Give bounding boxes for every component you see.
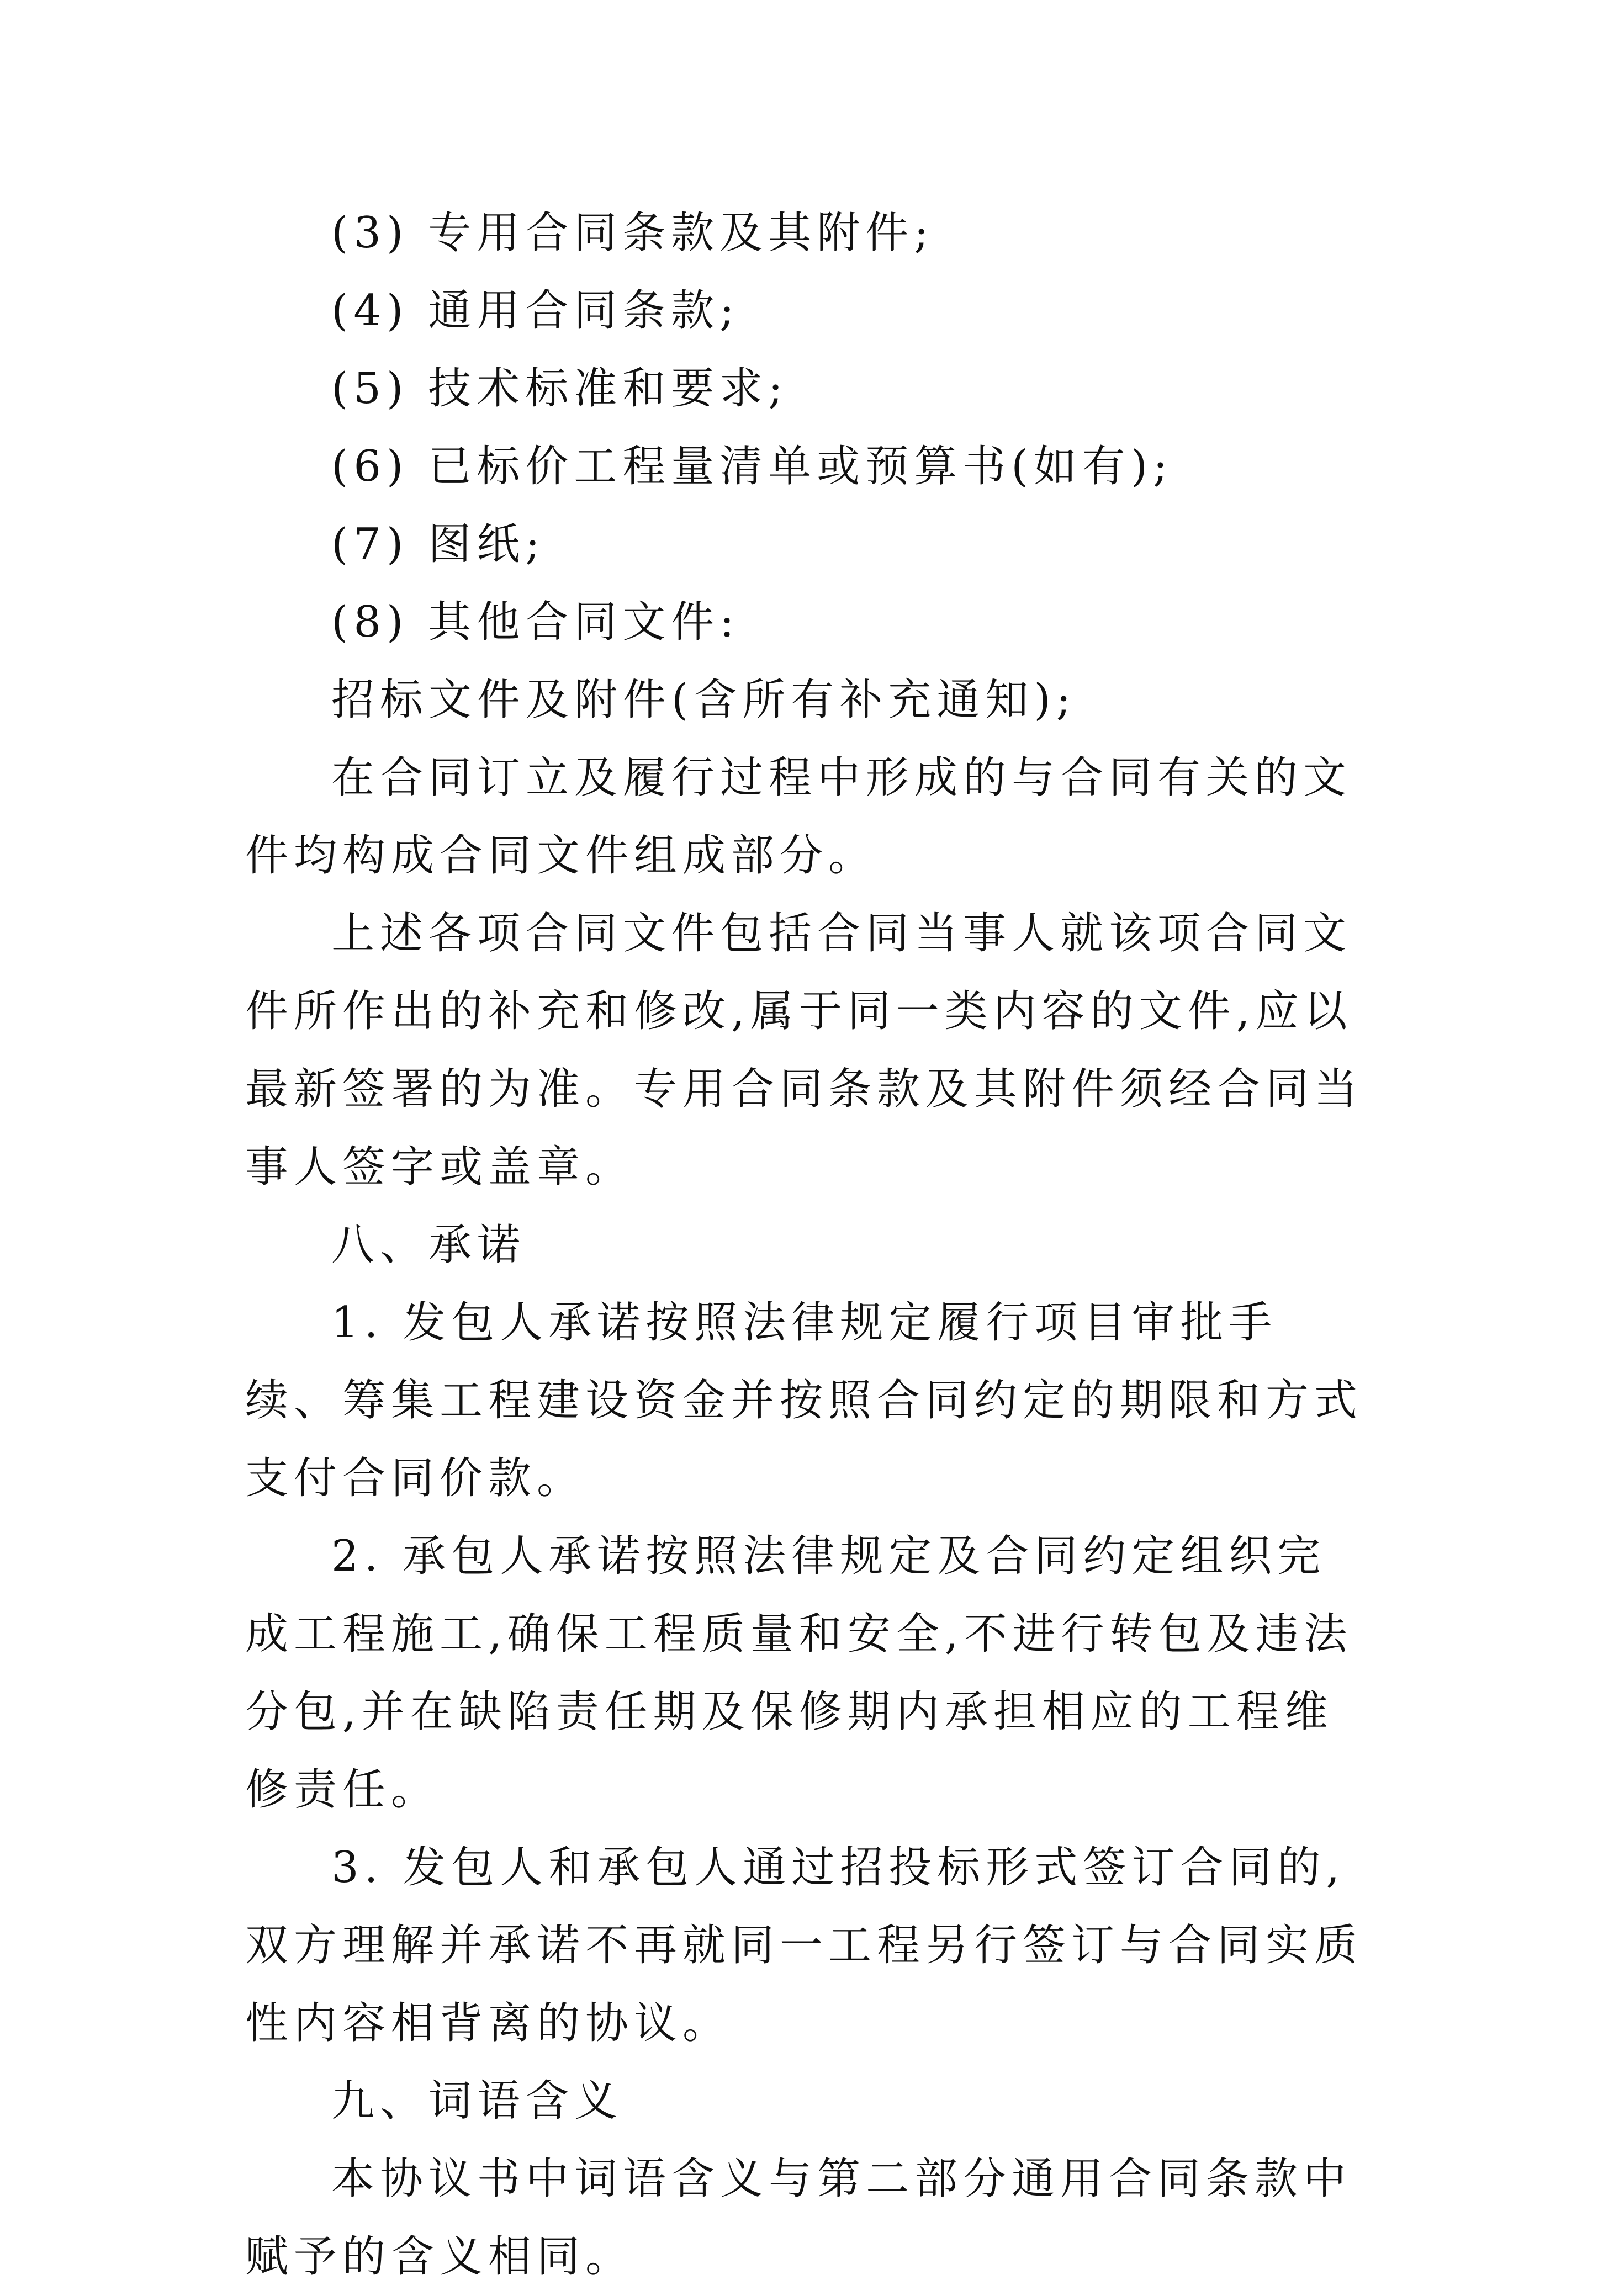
formed-docs-paragraph: 在合同订立及履行过程中形成的与合同有关的文件均构成合同文件组成部分。 — [245, 753, 1352, 881]
section-heading-commitments: 八、承诺 — [331, 1220, 526, 1270]
list-item: (5) 技术标准和要求; — [331, 364, 789, 413]
commitment-item: 3. 发包人和承包人通过招投标形式签订合同的,双方理解并承诺不再就同一工程另行签订与合同实质性内容相背离的协议。 — [245, 1843, 1363, 2048]
list-item: (4) 通用合同条款; — [331, 286, 740, 336]
section-heading-definitions: 九、词语含义 — [331, 2076, 623, 2126]
commitment-item: 2. 承包人承诺按照法律规定及合同约定组织完成工程施工,确保工程质量和安全,不进行转包及违法分包,并在缺陷责任期及保修期内承担相应的工程维修责任。 — [245, 1531, 1353, 1815]
document-body — [245, 194, 1366, 2296]
list-item: (8) 其他合同文件: — [331, 597, 740, 647]
list-item: (6) 已标价工程量清单或预算书(如有); — [331, 442, 1173, 491]
bidding-docs-paragraph: 招标文件及附件(含所有补充通知); — [331, 675, 1077, 725]
list-item: (3) 专用合同条款及其附件; — [331, 208, 934, 258]
definitions-paragraph: 本协议书中词语含义与第二部分通用合同条款中赋予的含义相同。 — [245, 2154, 1352, 2282]
commitment-item: 1. 发包人承诺按照法律规定履行项目审批手续、筹集工程建设资金并按照合同约定的期限和方式支付合同价款。 — [245, 1298, 1363, 1503]
list-item: (7) 图纸; — [331, 519, 546, 569]
amendments-paragraph: 上述各项合同文件包括合同当事人就该项合同文件所作出的补充和修改,属于同一类内容的文件,应以最新签署的为准。专用合同条款及其附件须经合同当事人签字或盖章。 — [245, 909, 1363, 1192]
